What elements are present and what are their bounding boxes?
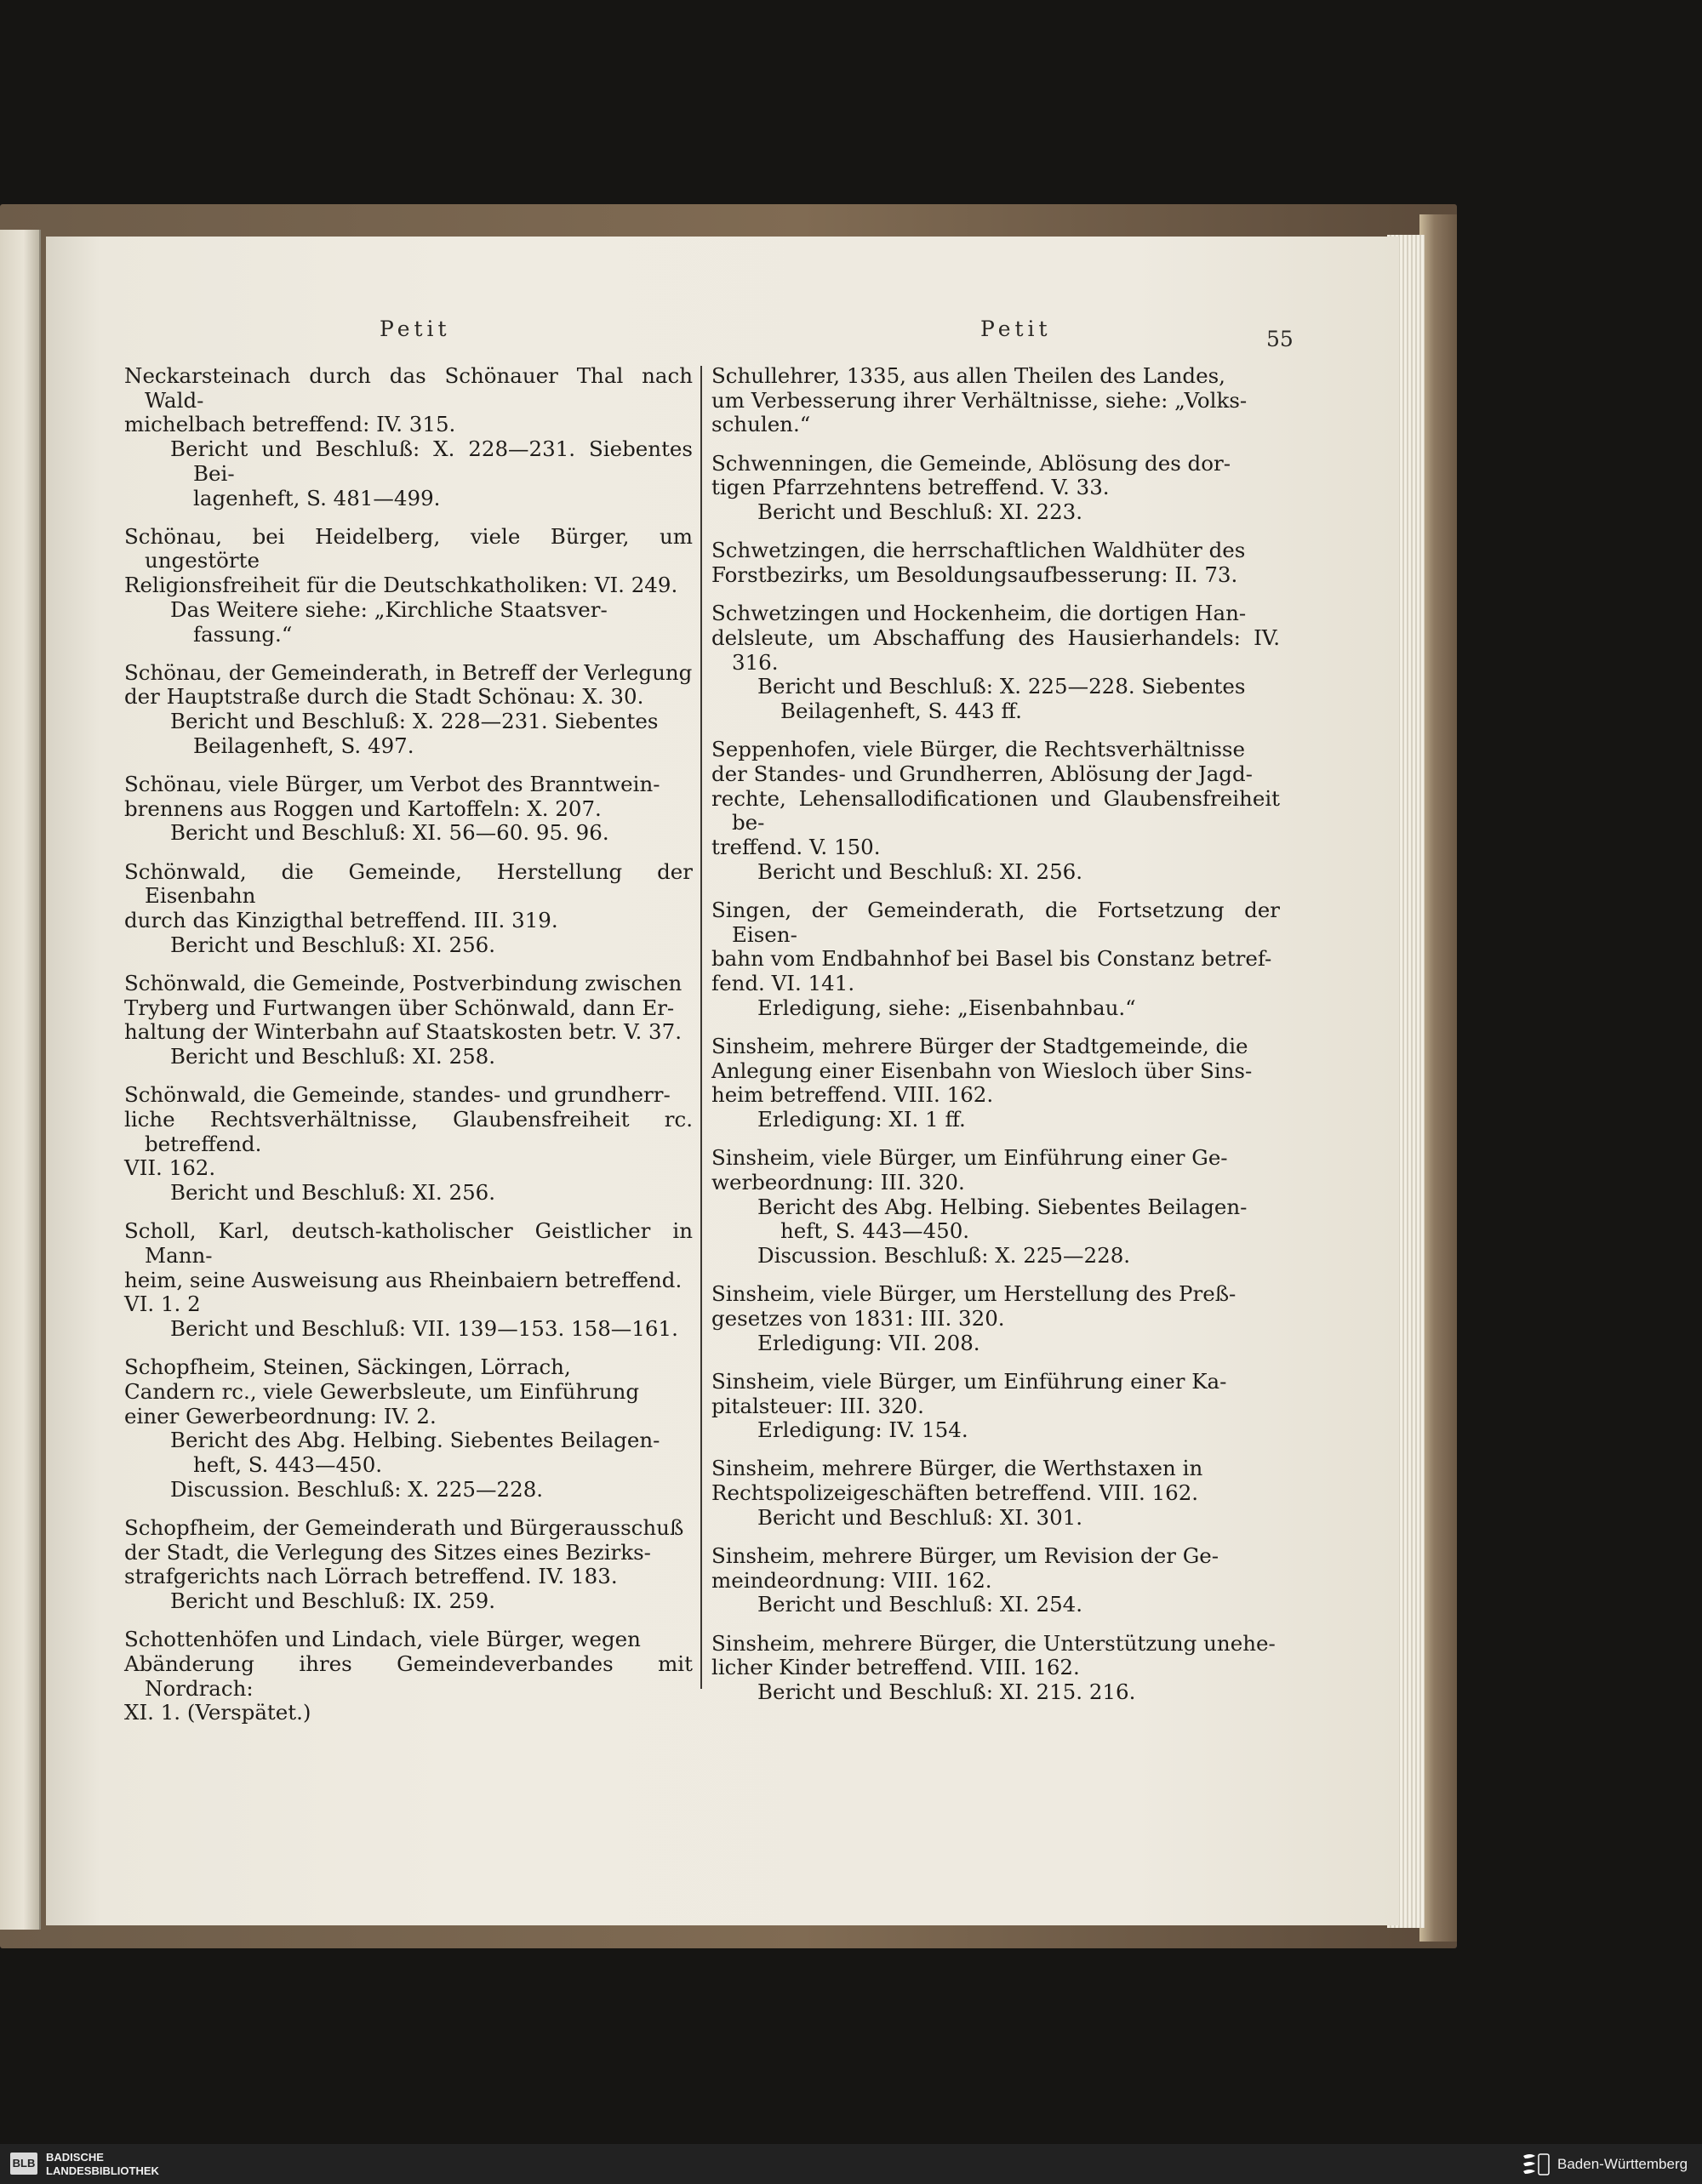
entry-subline: Bericht und Beschluß: VII. 139—153. 158—161. [170, 1316, 678, 1342]
entry-line: Sinsheim, viele Bürger, um Herstellung des Preß- [711, 1281, 1237, 1307]
entry-line: einer Gewerbeordnung: IV. 2. [124, 1403, 437, 1428]
index-column-left [124, 364, 693, 1740]
entry-line: tigen Pfarrzehntens betreffend. V. 33. [711, 475, 1110, 500]
entry-line: Tryberg und Furtwangen über Schönwald, dann Er- [124, 995, 675, 1020]
entry-line: Singen, der Gemeinderath, die Fortsetzung der Eisen- [711, 897, 1280, 947]
entry-subline: Beilagenheft, S. 443 ff. [780, 698, 1022, 723]
entry-line: Sinsheim, mehrere Bürger, die Werthstaxen in [711, 1456, 1203, 1481]
running-head-left: Petit [380, 316, 451, 341]
entry-subline: fassung.“ [193, 621, 293, 647]
entry-subline: Erledigung, siehe: „Eisenbahnbau.“ [757, 995, 1136, 1020]
entry-line: heim betreffend. VIII. 162. [711, 1082, 994, 1108]
index-column-right [711, 364, 1280, 1719]
index-entry [711, 364, 1280, 437]
entry-line: Abänderung ihres Gemeindeverbandes mit Nordrach: [124, 1651, 693, 1701]
entry-line: der Standes- und Grundherren, Ablösung der Jagd- [711, 761, 1253, 786]
entry-line: Anlegung einer Eisenbahn von Wiesloch über Sins- [711, 1058, 1253, 1083]
entry-subline: Bericht des Abg. Helbing. Siebentes Beilagen- [757, 1194, 1248, 1219]
entry-line: der Stadt, die Verlegung des Sitzes eines Bezirks- [124, 1539, 651, 1565]
entry-line: Schopfheim, Steinen, Säckingen, Lörrach, [124, 1354, 571, 1380]
entry-line: Scholl, Karl, deutsch-katholischer Geistlicher in Mann- [124, 1218, 693, 1268]
cover-edge [1419, 214, 1457, 1942]
entry-line: der Hauptstraße durch die Stadt Schönau: X. 30. [124, 684, 644, 710]
entry-subline: Bericht und Beschluß: IX. 259. [170, 1588, 496, 1614]
index-entry [124, 525, 693, 647]
entry-subline: Erledigung: VII. 208. [757, 1330, 980, 1355]
entry-subline: Bericht und Beschluß: XI. 256. [757, 858, 1083, 884]
entry-line: michelbach betreffend: IV. 315. [124, 412, 456, 437]
entry-line: Neckarsteinach durch das Schönauer Thal nach Wald- [124, 363, 693, 413]
entry-line: durch das Kinzigthal betreffend. III. 319. [124, 908, 558, 933]
entry-line: Schönwald, die Gemeinde, standes- und grundherr- [124, 1082, 671, 1108]
page-number: 55 [1266, 327, 1294, 351]
running-head-right: Petit [980, 316, 1052, 341]
entry-line: Schönau, der Gemeinderath, in Betreff der Verlegung [124, 659, 693, 685]
entry-line: gesetzes von 1831: III. 320. [711, 1305, 1005, 1331]
state-name[interactable]: Baden-Württemberg [1557, 2156, 1688, 2172]
entry-line: Schönwald, die Gemeinde, Herstellung der Eisenbahn [124, 858, 693, 909]
entry-line: licher Kinder betreffend. VIII. 162. [711, 1655, 1080, 1680]
index-entry [711, 452, 1280, 525]
index-entry [711, 1146, 1280, 1269]
entry-line: Sinsheim, viele Bürger, um Einführung einer Ka- [711, 1368, 1227, 1394]
entry-line: Schwetzingen, die herrschaftlichen Waldhüter des [711, 538, 1246, 563]
entry-subline: Bericht und Beschluß: XI. 254. [757, 1592, 1083, 1617]
entry-line: Seppenhofen, viele Bürger, die Rechtsverhältnisse [711, 737, 1245, 762]
entry-subline: heft, S. 443—450. [193, 1452, 383, 1478]
entry-line: heim, seine Ausweisung aus Rheinbaiern betreffend. [124, 1267, 683, 1292]
entry-line: Rechtspolizeigeschäften betreffend. VIII. 162. [711, 1480, 1199, 1506]
footer-bar [0, 2144, 1702, 2184]
entry-line: liche Rechtsverhältnisse, Glaubensfreiheit rc. betreffend. [124, 1106, 693, 1156]
entry-line: strafgerichts nach Lörrach betreffend. IV. 183. [124, 1564, 618, 1589]
entry-line: VII. 162. [124, 1155, 216, 1181]
entry-line: brennens aus Roggen und Kartoffeln: X. 207. [124, 795, 602, 821]
entry-line: werbeordnung: III. 320. [711, 1169, 965, 1195]
entry-line: Schottenhöfen und Lindach, viele Bürger, wegen [124, 1627, 641, 1652]
index-entry [711, 539, 1280, 587]
entry-subline: Beilagenheft, S. 497. [193, 733, 414, 758]
entry-line: Schullehrer, 1335, aus allen Theilen des Landes, [711, 363, 1225, 388]
entry-subline: heft, S. 443—450. [780, 1218, 970, 1244]
index-entry [124, 661, 693, 759]
entry-line: Candern rc., viele Gewerbsleute, um Einführung [124, 1379, 640, 1405]
entry-subline: Bericht und Beschluß: X. 225—228. Siebentes [757, 674, 1246, 699]
entry-line: Religionsfreiheit für die Deutschkatholiken: VI. 249. [124, 573, 678, 598]
index-entry [711, 1632, 1280, 1705]
index-entry [711, 1370, 1280, 1443]
blb-logo[interactable]: BLB [10, 2153, 37, 2175]
index-entry [124, 972, 693, 1069]
entry-subline: Bericht und Beschluß: X. 228—231. Siebentes Bei- [170, 436, 693, 486]
library-name[interactable] [46, 2151, 159, 2178]
entry-line: VI. 1. 2 [124, 1292, 201, 1317]
previous-page-edge [0, 230, 41, 1930]
index-entry [711, 1457, 1280, 1530]
index-entry [711, 738, 1280, 884]
entry-line: meindeordnung: VIII. 162. [711, 1567, 992, 1593]
index-entry [124, 1083, 693, 1206]
entry-subline: Das Weitere siehe: „Kirchliche Staatsver- [170, 596, 608, 622]
index-entry [124, 1219, 693, 1342]
entry-subline: Discussion. Beschluß: X. 225—228. [757, 1243, 1131, 1268]
index-entry [124, 364, 693, 510]
entry-line: Schwetzingen und Hockenheim, die dortigen Han- [711, 601, 1247, 626]
index-entry [711, 1282, 1280, 1355]
entry-line: pitalsteuer: III. 320. [711, 1393, 924, 1418]
entry-subline: Erledigung: XI. 1 ff. [757, 1106, 966, 1132]
entry-line: treffend. V. 150. [711, 834, 881, 859]
entry-line: Sinsheim, mehrere Bürger, die Unterstützung unehe- [711, 1630, 1276, 1656]
entry-subline: Bericht und Beschluß: XI. 223. [757, 499, 1083, 525]
entry-subline: Bericht und Beschluß: XI. 256. [170, 1180, 496, 1206]
entry-subline: Bericht und Beschluß: XI. 258. [170, 1044, 496, 1069]
entry-line: um Verbesserung ihrer Verhältnisse, siehe: „Volks- [711, 387, 1248, 413]
index-entry [711, 1035, 1280, 1132]
index-entry [124, 1628, 693, 1725]
entry-line: schulen.“ [711, 412, 811, 437]
entry-line: Schwenningen, die Gemeinde, Ablösung des dor- [711, 450, 1231, 476]
entry-line: Schönau, bei Heidelberg, viele Bürger, um ungestörte [124, 523, 693, 573]
entry-subline: Erledigung: IV. 154. [757, 1417, 968, 1443]
entry-subline: Discussion. Beschluß: X. 225—228. [170, 1476, 544, 1502]
entry-line: Schönwald, die Gemeinde, Postverbindung zwischen [124, 970, 683, 995]
index-entry [711, 898, 1280, 1021]
entry-subline: Bericht und Beschluß: XI. 301. [757, 1504, 1083, 1530]
index-entry [711, 602, 1280, 724]
entry-line: Schopfheim, der Gemeinderath und Bürgerausschuß [124, 1515, 684, 1541]
entry-line: haltung der Winterbahn auf Staatskosten betr. V. 37. [124, 1019, 682, 1045]
column-divider [700, 366, 702, 1689]
entry-line: Sinsheim, mehrere Bürger, um Revision der Ge- [711, 1543, 1219, 1569]
entry-subline: Bericht und Beschluß: XI. 256. [170, 932, 496, 957]
entry-line: fend. VI. 141. [711, 970, 855, 995]
entry-subline: Bericht und Beschluß: XI. 215. 216. [757, 1679, 1136, 1705]
index-entry [124, 860, 693, 958]
entry-subline: Bericht und Beschluß: XI. 56—60. 95. 96. [170, 820, 609, 846]
index-entry [124, 773, 693, 846]
entry-line: delsleute, um Abschaffung des Hausierhandels: IV. 316. [711, 624, 1280, 675]
entry-subline: lagenheft, S. 481—499. [193, 485, 441, 510]
entry-line: bahn vom Endbahnhof bei Basel bis Constanz betref- [711, 946, 1272, 972]
library-name-line-2: LANDESBIBLIOTHEK [46, 2164, 159, 2177]
library-name-line-1: BADISCHE [46, 2151, 104, 2164]
entry-line: Sinsheim, viele Bürger, um Einführung einer Ge- [711, 1145, 1228, 1171]
index-entry [124, 1516, 693, 1614]
entry-subline: Bericht des Abg. Helbing. Siebentes Beilagen- [170, 1428, 660, 1453]
entry-line: Schönau, viele Bürger, um Verbot des Branntwein- [124, 772, 660, 797]
index-entry [711, 1544, 1280, 1617]
state-lions-icon [1522, 2151, 1551, 2178]
entry-line: Sinsheim, mehrere Bürger der Stadtgemeinde, die [711, 1033, 1248, 1058]
index-entry [124, 1355, 693, 1502]
entry-subline: Bericht und Beschluß: X. 228—231. Siebentes [170, 709, 659, 734]
entry-line: rechte, Lehensallodificationen und Glaubensfreiheit be- [711, 785, 1280, 835]
entry-line: XI. 1. (Verspätet.) [124, 1700, 311, 1725]
entry-line: Forstbezirks, um Besoldungsaufbesserung: II. 73. [711, 562, 1238, 587]
